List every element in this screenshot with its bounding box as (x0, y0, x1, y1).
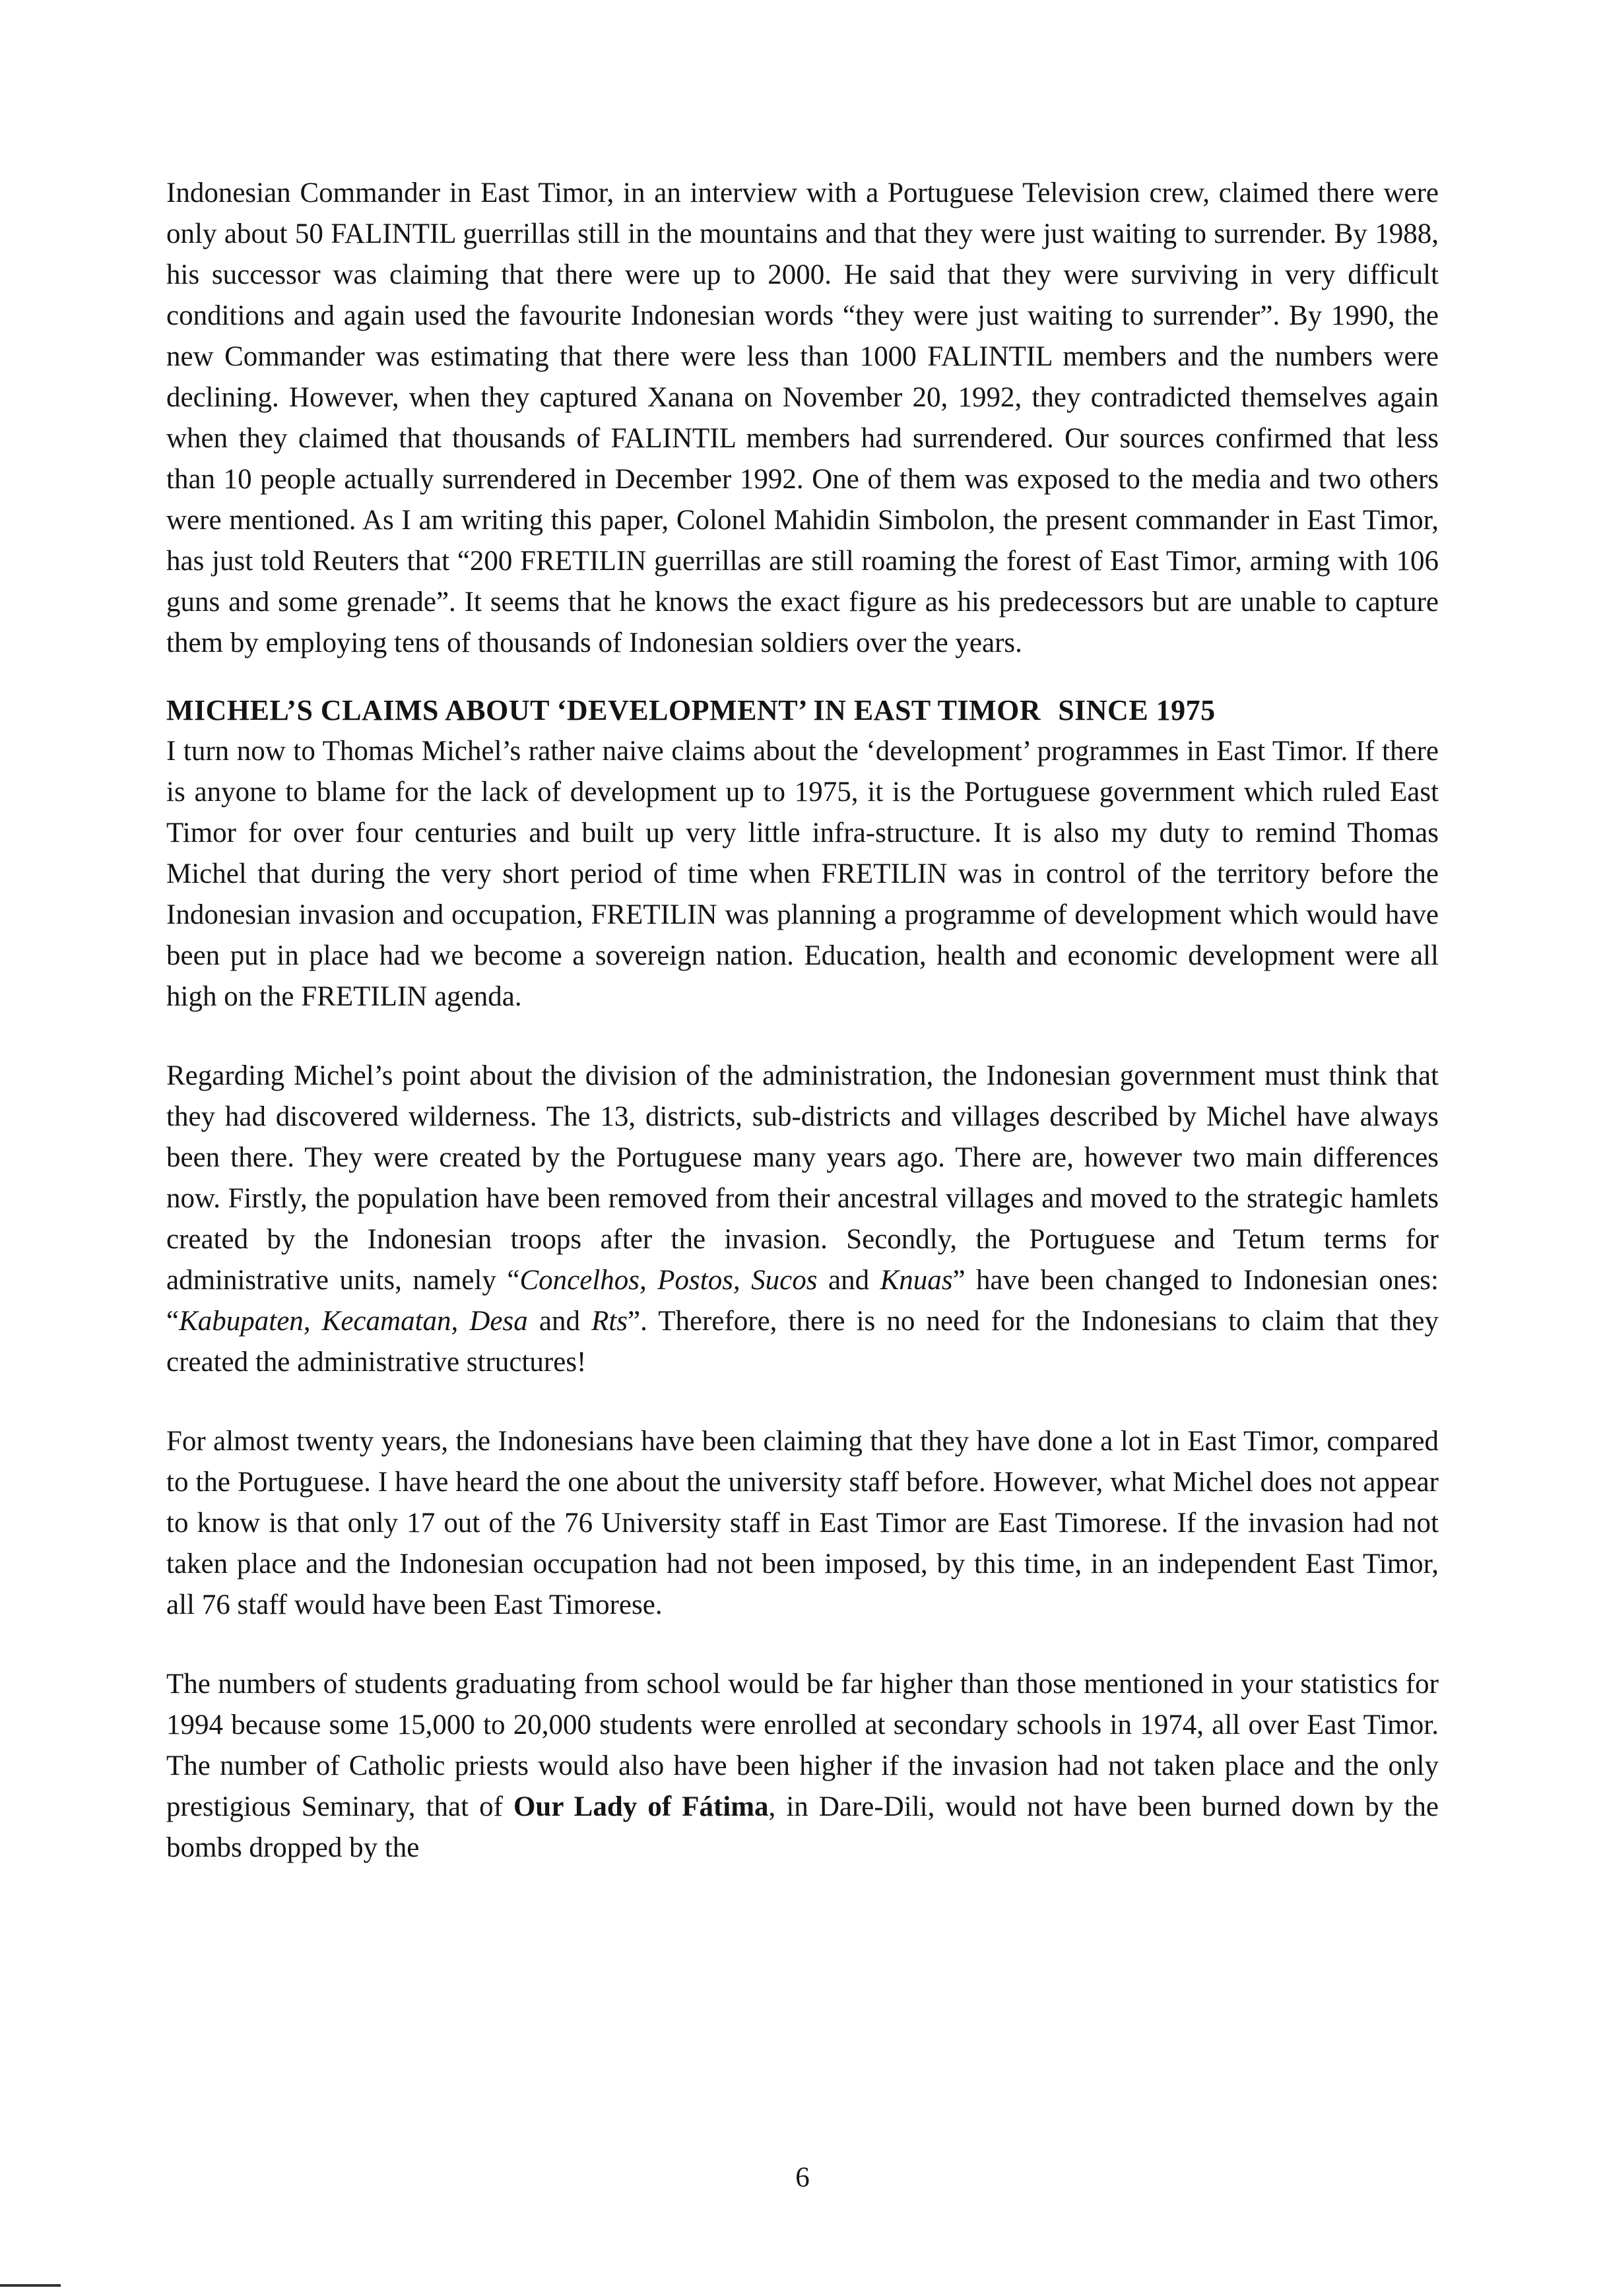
paragraph-university-staff: For almost twenty years, the Indonesians have been claiming that they have done a lot in East Timor, compared to the Portuguese. I have heard the one about the university staff before. However, what Michel does not appear to know is that only 17 out of the 76 University staff in East Timor are East Timorese. If the invasion had not taken place and the Indonesian occupation had not been imposed, by this time, in an independent East Timor, all 76 staff would have been East Timorese. (166, 1426, 1439, 1620)
paragraph-students-seminary: The numbers of students graduating from school would be far higher than those mentioned in your statistics for 1994 because some 15,000 to 20,000 students were enrolled at secondary schools in 1974, all over East Timor. The number of Catholic priests would also have been higher if the invasion had not taken place and the only prestigious Seminary, that of Our Lady of Fátima, in Dare-Dili, would not have been burned down by the bombs dropped by the (166, 1669, 1439, 1863)
indonesian-terms: Kabupaten, Kecamatan, Desa (179, 1306, 528, 1337)
document-body (166, 173, 1439, 1868)
paragraph-falintil-numbers: Indonesian Commander in East Timor, in an interview with a Portuguese Television crew, claimed there were only about 50 FALINTIL guerrillas still in the mountains and that they were just waiting to surrender. By 1988, his successor was claiming that there were up to 2000. He said that they were surviving in very difficult conditions and again used the favourite Indonesian words “they were just waiting to surrender”. By 1990, the new Commander was estimating that there were less than 1000 FALINTIL members and the numbers were declining. However, when they captured Xanana on November 20, 1992, they contradicted themselves again when they claimed that thousands of FALINTIL members had surrendered. Our sources confirmed that less than 10 people actually surrendered in December 1992. One of them was exposed to the media and two others were mentioned. As I am writing this paper, Colonel Mahidin Simbolon, the present commander in East Timor, has just told Reuters that “200 FRETILIN guerrillas are still roaming the forest of East Timor, arming with 106 guns and some grenade”. It seems that he knows the exact figure as his predecessors but are unable to capture them by employing tens of thousands of Indonesian soldiers over the years. (166, 177, 1439, 658)
indonesian-term-rts: Rts (591, 1306, 628, 1337)
section-heading-year: SINCE 1975 (1058, 694, 1216, 726)
paragraph-development-claims: I turn now to Thomas Michel’s rather naive claims about the ‘development’ programmes in East Timor. If there is anyone to blame for the lack of development up to 1975, it is the Portuguese government which ruled East Timor for over four centuries and built up very little infra-structure. It is also my duty to remind Thomas Michel that during the very short period of time when FRETILIN was in control of the territory before the Indonesian invasion and occupation, FRETILIN was planning a programme of development which would have been put in place had we become a sovereign nation. Education, health and economic development were all high on the FRETILIN agenda. (166, 736, 1439, 1012)
section-heading (166, 690, 1439, 731)
seminary-name: Our Lady of Fátima (513, 1791, 769, 1822)
portuguese-terms: Concelhos, Postos, Sucos (519, 1265, 818, 1296)
tetum-term: Knuas (880, 1265, 953, 1296)
page-number: 6 (795, 2162, 810, 2193)
section-heading-main: MICHEL’S CLAIMS ABOUT ‘DEVELOPMENT’ IN EAST TIMOR (166, 694, 1041, 726)
scan-edge-mark (0, 2284, 61, 2287)
paragraph-administration: Regarding Michel’s point about the division of the administration, the Indonesian government must think that they had discovered wilderness. The 13, districts, sub-districts and villages described by Michel have always been there. They were created by the Portuguese many years ago. There are, however two main differences now. Firstly, the population have been removed from their ancestral villages and moved to the strategic hamlets created by the Indonesian troops after the invasion. Secondly, the Portuguese and Tetum terms for administrative units, namely “Concelhos, Postos, Sucos and Knuas” have been changed to Indonesian ones: “Kabupaten, Kecamatan, Desa and Rts”. Therefore, there is no need for the Indonesians to claim that they created the administrative structures! (166, 1060, 1439, 1378)
